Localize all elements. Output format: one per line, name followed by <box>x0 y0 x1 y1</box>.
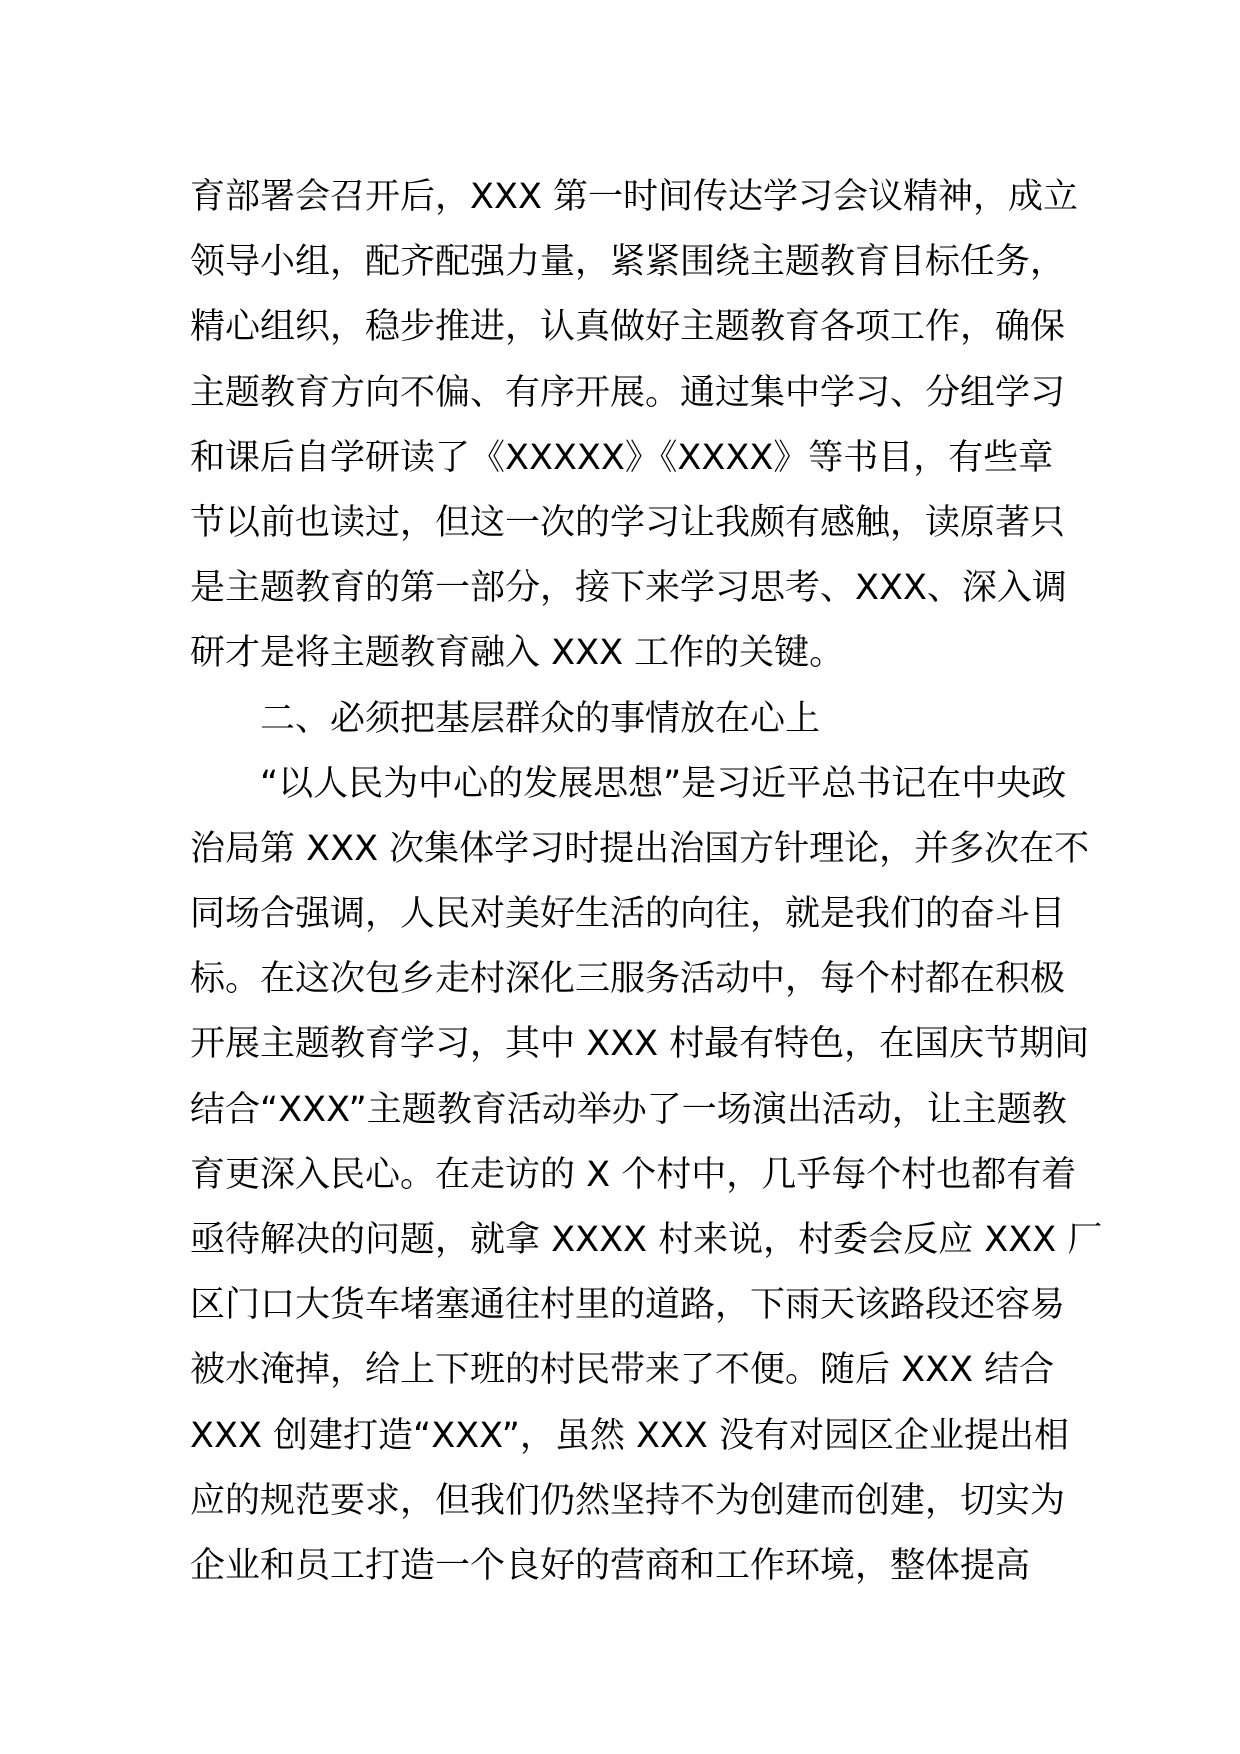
text-line: 育部署会召开后，XXX 第一时间传达学习会议精神，成立 <box>190 177 1079 217</box>
text-line: 和课后自学研读了《XXXXX》《XXXX》等书目，有些章 <box>190 437 1054 478</box>
text-line: 节以前也读过，但这一次的学习让我颇有感触，读原著只 <box>190 502 1066 543</box>
text-line: 精心组织，稳步推进，认真做好主题教育各项工作，确保 <box>190 307 1066 348</box>
text-line: 同场合强调，人民对美好生活的向往，就是我们的奋斗目 <box>190 894 1066 935</box>
text-line: 企业和员工打造一个良好的营商和工作环境，整体提高 <box>190 1545 1031 1586</box>
text-line: 应的规范要求，但我们仍然坚持不为创建而创建，切实为 <box>190 1480 1066 1521</box>
text-line: 是主题教育的第一部分，接下来学习思考、XXX、深入调 <box>190 568 1067 609</box>
text-line: 被水淹掉，给上下班的村民带来了不便。随后 XXX 结合 <box>190 1350 1055 1391</box>
text-line: 领导小组，配齐配强力量，紧紧围绕主题教育目标任务， <box>190 242 1066 283</box>
document-body <box>190 165 1103 1599</box>
paragraph-study-summary <box>190 165 1079 687</box>
text-line: 亟待解决的问题，就拿 XXXX 村来说，村委会反应 XXX 厂 <box>190 1220 1103 1260</box>
text-line: 开展主题教育学习，其中 XXX 村最有特色，在国庆节期间 <box>190 1024 1090 1065</box>
section-heading: 二、必须把基层群众的事情放在心上 <box>260 698 821 739</box>
text-line: 标。在这次包乡走村深化三服务活动中，每个村都在积极 <box>190 959 1066 1000</box>
text-line: 结合“XXX”主题教育活动举办了一场演出活动，让主题教 <box>190 1089 1067 1130</box>
text-line: XXX 创建打造“XXX”，虽然 XXX 没有对园区企业提出相 <box>190 1415 1070 1456</box>
text-line: “以人民为中心的发展思想”是习近平总书记在中央政 <box>260 763 1067 804</box>
text-line: 主题教育方向不偏、有序开展。通过集中学习、分组学习 <box>190 372 1066 413</box>
text-line: 育更深入民心。在走访的 X 个村中，几乎每个村也都有着 <box>190 1154 1077 1195</box>
paragraph-grassroots <box>190 752 1103 1599</box>
text-line: 研才是将主题教育融入 XXX 工作的关键。 <box>190 633 845 674</box>
text-line: 治局第 XXX 次集体学习时提出治国方针理论，并多次在不 <box>190 828 1090 869</box>
text-line: 区门口大货车堵塞通往村里的道路，下雨天该路段还容易 <box>190 1285 1066 1326</box>
